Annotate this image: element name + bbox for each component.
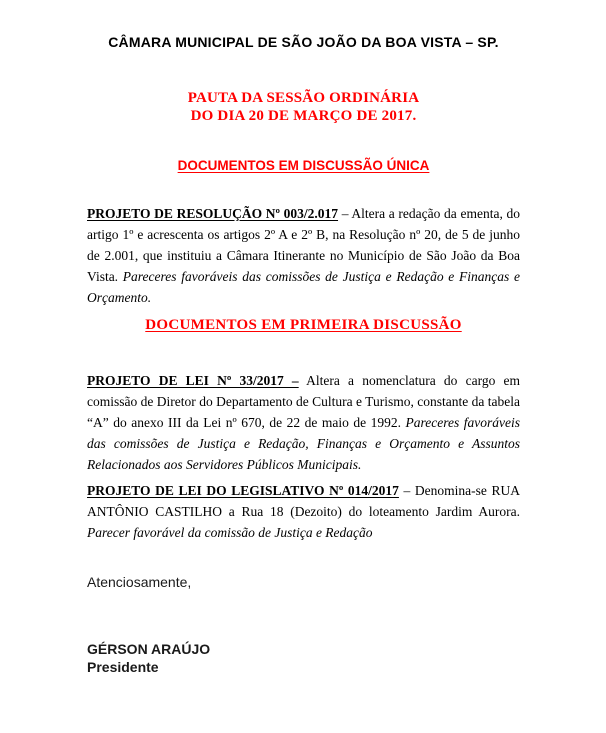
session-title-line1: PAUTA DA SESSÃO ORDINÁRIA (187, 90, 420, 106)
document-item-note: Pareceres favoráveis das comissões de Justiça e Redação, Finanças e Orçamento e Assuntos Relacionados aos Servidores Públicos Municipais. (87, 415, 520, 472)
document-item-title: PROJETO DE LEI DO LEGISLATIVO Nº 014/2017 (87, 483, 399, 498)
signature-name: GÉRSON ARAÚJO (87, 641, 211, 657)
section-heading-primeira-discussao: DOCUMENTOS EM PRIMEIRA DISCUSSÃO (145, 317, 462, 333)
document-item-title: PROJETO DE LEI Nº 33/2017 – (87, 373, 299, 388)
document-item-body: Altera a redação da ementa, do artigo 1º e acrescenta os artigos 2º A e 2º B, na Resolução nº 20, de 5 de junho de 2.001, que instituiu a Câmara Itinerante no Município de São João da Boa Vista. (87, 206, 520, 284)
signature-role: Presidente (87, 659, 159, 675)
closing-text: Atenciosamente, (87, 574, 192, 590)
session-title (87, 89, 520, 125)
signature-block (87, 640, 520, 676)
org-title: CÂMARA MUNICIPAL DE SÃO JOÃO DA BOA VISTA – SP. (108, 34, 499, 50)
document-item-projeto-resolucao-003 (87, 203, 520, 308)
document-item-note: Pareceres favoráveis das comissões de Justiça e Redação e Finanças e Orçamento. (87, 269, 520, 305)
session-title-line2: DO DIA 20 DE MARÇO DE 2017. (190, 108, 417, 124)
document-item-separator: – (398, 483, 415, 498)
document-item-note: Parecer favorável da comissão de Justiça e Redação (87, 525, 373, 540)
document-item-title: PROJETO DE RESOLUÇÃO Nº 003/2.017 (87, 206, 339, 221)
section-heading-discussao-unica: DOCUMENTOS EM DISCUSSÃO ÚNICA (177, 158, 430, 173)
document-item-body: Denomina-se RUA ANTÔNIO CASTILHO a Rua 18 (Dezoito) do loteamento Jardim Aurora. (87, 483, 521, 519)
document-item-body: Altera a nomenclatura do cargo em comissão de Diretor do Departamento de Cultura e Turismo, constante da tabela “A” do anexo III da Lei nº 670, de 22 de maio de 1992. (87, 373, 521, 430)
document-item-projeto-lei-33 (87, 370, 520, 475)
document-item-projeto-lei-legislativo-014 (87, 480, 520, 543)
document-item-separator: – (338, 206, 352, 221)
